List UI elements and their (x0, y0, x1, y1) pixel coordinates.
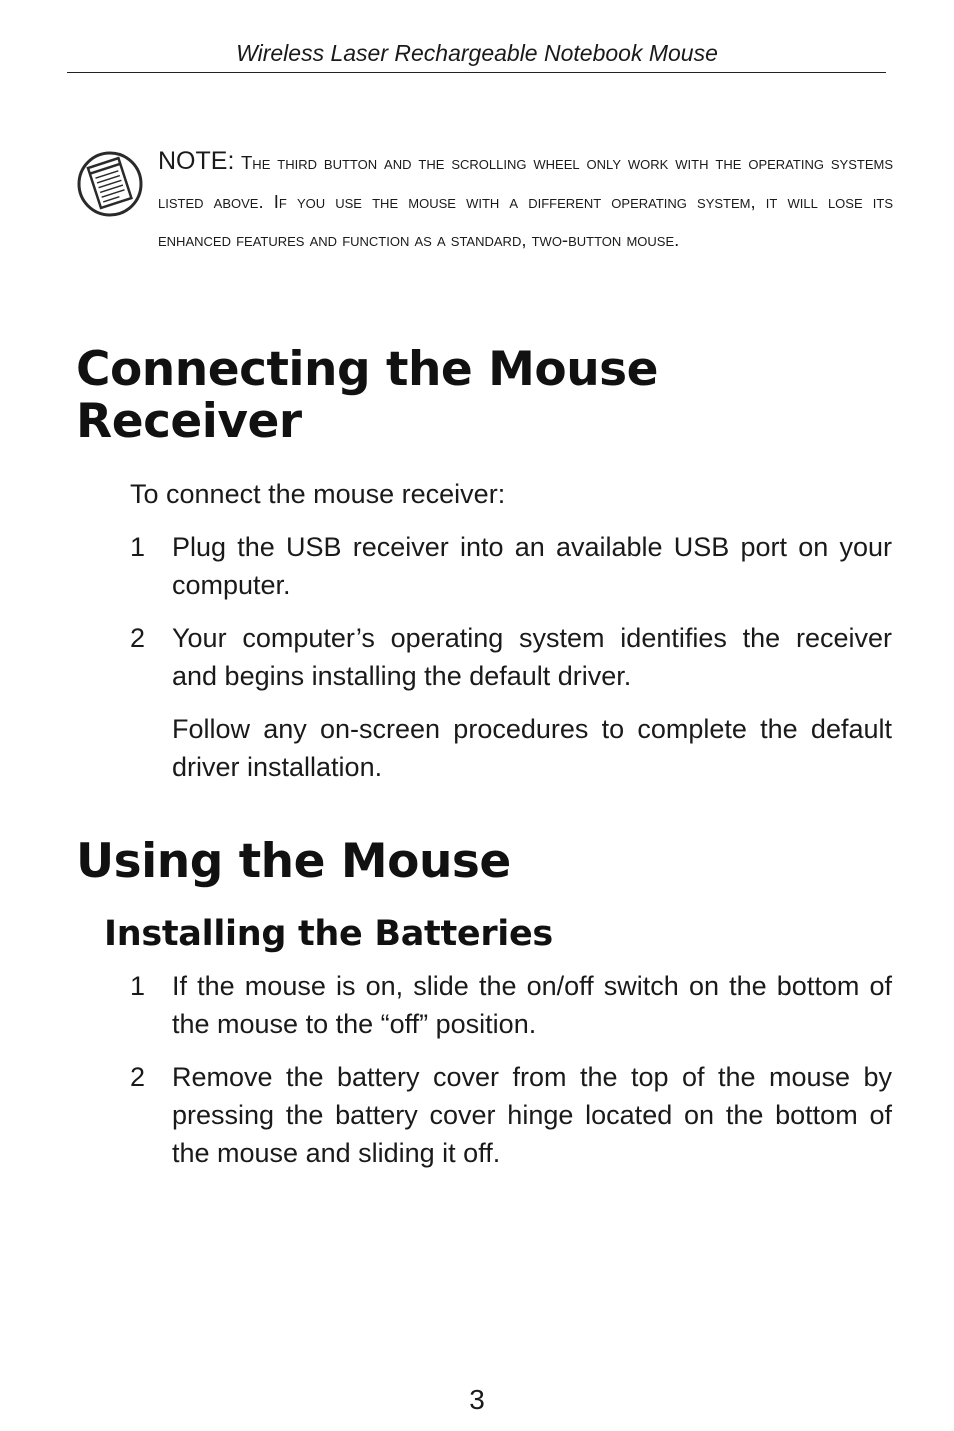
list-item-text: Your computer’s operating system identifies the receiver and begins installing the default driver. (172, 623, 892, 691)
notepad-icon (75, 148, 147, 220)
page-number: 3 (469, 1384, 485, 1415)
list-item-number: 2 (130, 1062, 146, 1092)
section-heading-connecting-line1: Connecting the Mouse (76, 342, 659, 397)
note-block (158, 142, 893, 260)
list-item-text: If the mouse is on, slide the on/off switch on the bottom of the mouse to the “off” position. (172, 971, 892, 1039)
header-divider (67, 72, 886, 73)
list-item-number: 1 (130, 532, 146, 562)
intro-paragraph: To connect the mouse receiver: (130, 479, 506, 509)
list-item-number: 2 (130, 623, 146, 653)
running-header: Wireless Laser Rechargeable Notebook Mouse (236, 40, 718, 66)
list-item-text: Plug the USB receiver into an available USB port on your computer. (172, 532, 892, 600)
list-item-text: Remove the battery cover from the top of the mouse by pressing the battery cover hinge located on the bottom of the mouse and sliding it off. (172, 1062, 892, 1168)
note-text: The third button and the scrolling wheel only work with the operating systems listed above. If you use the mouse with a different operating system, it will lose its enhanced features and function as a standard, two-button mouse. (158, 152, 893, 250)
subsection-heading-batteries: Installing the Batteries (104, 914, 553, 954)
note-label: NOTE: (158, 147, 235, 175)
list-item-number: 1 (130, 971, 146, 1001)
followup-paragraph: Follow any on-screen procedures to complete the default driver installation. (172, 714, 892, 782)
section-heading-connecting-line2: Receiver (76, 394, 302, 449)
section-heading-using: Using the Mouse (76, 834, 511, 889)
